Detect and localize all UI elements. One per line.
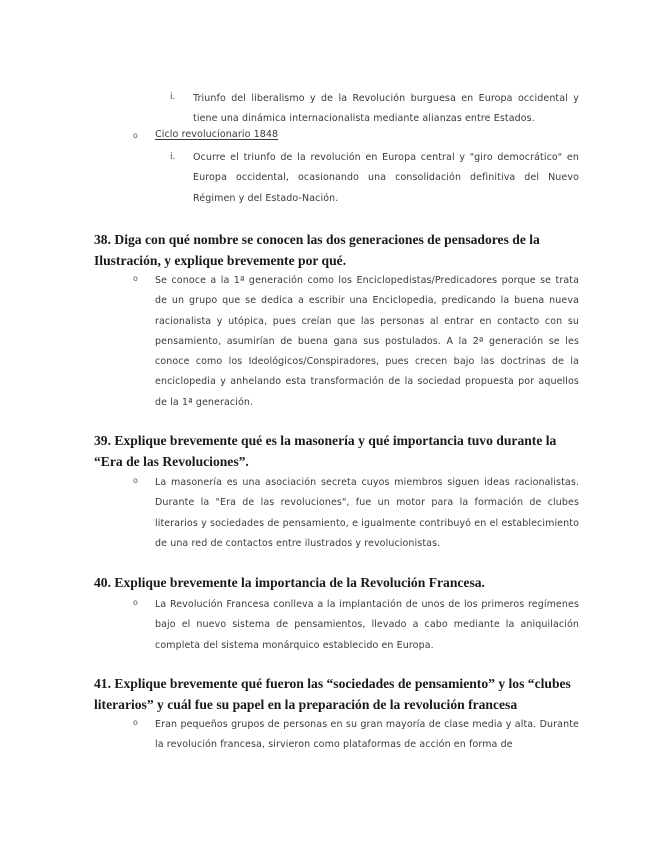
bullet-circle-icon: o xyxy=(133,274,138,283)
bullet-circle-icon: o xyxy=(133,598,138,607)
answer-40: La Revolución Francesa conlleva a la implantación de unos de los primeros regímenes bajo el nuevo sistema de pensamientos, llevado a cabo mediante la aniquilación completa del sistema monárquico establecido en Europa. xyxy=(155,599,579,651)
bullet-circle-icon: o xyxy=(133,718,138,727)
bullet-circle-icon: o xyxy=(133,131,138,140)
answer-39: La masonería es una asociación secreta cuyos miembros siguen ideas racionalistas. Durante la "Era de las revoluciones", fue un motor para la formación de clubes literarios y sociedades de pensamiento, e igualmente contribuyó en el establecimiento de una red de contactos entre ilustrados y revolucionistas. xyxy=(155,477,579,549)
question-number: 39. xyxy=(94,433,111,448)
roman-numeral-marker: i. xyxy=(170,92,176,102)
question-text: Diga con qué nombre se conocen las dos generaciones de pensadores de la Ilustración, y explique brevemente por qué. xyxy=(94,232,540,268)
answer-38: Se conoce a la 1ª generación como los Enciclopedistas/Predicadores porque se trata de un grupo que se dedica a escribir una Enciclopedia, predicando la buena nueva racionalista y utópica, pues creían que las personas al entrar en contacto con su pensamiento, asumirían de buena gana sus postulados. A la 2ª generación se les conoce como los Ideológicos/Conspiradores, pues crecen bajo las doctrinas de la enciclopedia y anhelando esta transformación de la sociedad propuesta por aquellos de la 1ª generación. xyxy=(155,275,579,408)
roman-numeral-marker: i. xyxy=(170,152,176,162)
question-40 xyxy=(94,572,581,593)
question-text: Explique brevemente qué fueron las “sociedades de pensamiento” y los “clubes literarios” y cuál fue su papel en la preparación de la revolución francesa xyxy=(94,676,571,712)
question-number: 41. xyxy=(94,676,111,691)
answer-41: Eran pequeños grupos de personas en su gran mayoría de clase media y alta. Durante la revolución francesa, sirvieron como plataformas de acción en forma de xyxy=(155,719,579,751)
bullet-circle-icon: o xyxy=(133,476,138,485)
question-number: 40. xyxy=(94,575,111,590)
list-item-liberalism: Triunfo del liberalismo y de la Revolución burguesa en Europa occidental y tiene una dinámica internacionalista mediante alianzas entre Estados. xyxy=(193,93,579,125)
list-item-1848-triumph: Ocurre el triunfo de la revolución en Europa central y "giro democrático" en Europa occidental, ocasionando una consolidación definitiva del Nuevo Régimen y del Estado-Nación. xyxy=(193,152,579,204)
question-number: 38. xyxy=(94,232,111,247)
question-38 xyxy=(94,229,581,271)
question-text: Explique brevemente la importancia de la Revolución Francesa. xyxy=(114,575,485,590)
question-text: Explique brevemente qué es la masonería y qué importancia tuvo durante la “Era de las Revoluciones”. xyxy=(94,433,557,469)
question-39 xyxy=(94,430,581,472)
question-41 xyxy=(94,673,581,715)
cycle-1848-link[interactable]: Ciclo revolucionario 1848 xyxy=(155,129,279,140)
